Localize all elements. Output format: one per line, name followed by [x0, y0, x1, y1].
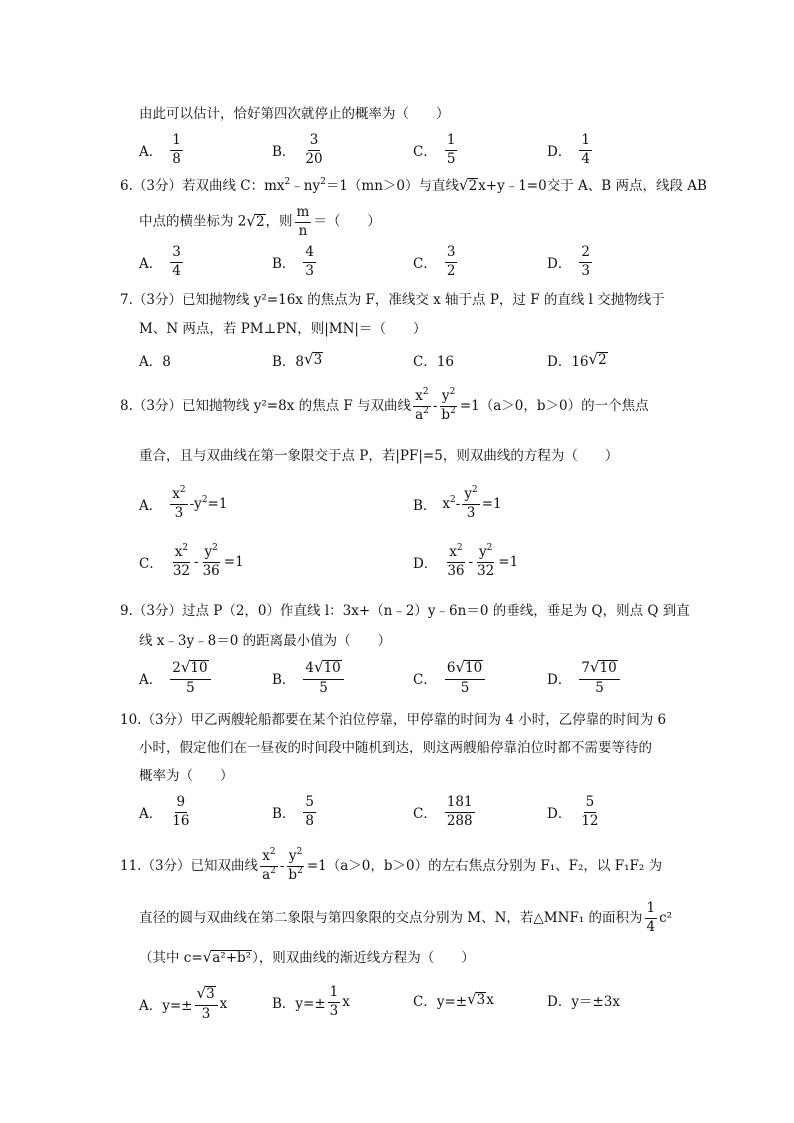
- q7-option-c: C．16: [413, 354, 455, 370]
- q10-stem-line1: 10.（3分）甲乙两艘轮船都要在某个泊位停靠，甲停靠的时间为 4 小时，乙停靠的时间为 6: [120, 712, 667, 728]
- q7-option-d: D．16 √ 2: [547, 349, 607, 370]
- q11-stem-line3: （其中 c= √ a²+b² ），则双曲线的渐近线方程为（ ）: [139, 947, 475, 966]
- q9-option-b: B． 4 √ 10 5: [272, 660, 346, 695]
- q11-stem-line2: 直径的圆与双曲线在第二象限与第四象限的交点分别为 M、N，若△MNF₁ 的面积为 $\frac{1}{4}$ c²: [139, 900, 673, 935]
- q5-option-c: C． $\frac{1}{5}$: [413, 132, 456, 167]
- q11-stem-line1: 11.（3分）已知双曲线 $\frac{x^2}{a^2}$ - $\frac{y^2}{b^2}$ =1（a＞0，b＞0）的左右焦点分别为 F₁、F₂，以 F₁F₂ 为: [120, 847, 663, 883]
- q9-stem-line1: 9.（3分）过点 P（2，0）作直线 l：3x+（n﹣2）y﹣6n＝0 的垂线，垂足为 Q，则点 Q 到直: [120, 603, 690, 619]
- q11-option-a: A．y=± √ 3 3 x: [139, 984, 228, 1022]
- q10-stem-line2: 小时，假定他们在一昼夜的时间段中随机到达，则这两艘船停靠泊位时都不需要等待的: [139, 740, 652, 756]
- q6-option-d: D． $\frac{2}{3}$: [547, 244, 590, 279]
- q7-option-a: A．8: [139, 354, 171, 370]
- q8-option-d: D． $\frac{x^2}{36}$ - $\frac{y^2}{32}$ =1: [413, 543, 519, 579]
- q6-option-a: A． $\frac{3}{4}$: [139, 244, 181, 279]
- q11-option-c: C．y=± √ 3 x: [413, 989, 494, 1010]
- q10-option-c: C． $\frac{181}{288}$: [413, 794, 473, 829]
- q6-stem-line2: 中点的横坐标为 2 √ 2 ，则 $\frac{m}{n}$ ＝（ ）: [139, 204, 381, 239]
- q10-option-d: D． $\frac{5}{12}$: [547, 794, 599, 829]
- q7-stem-line1: 7.（3分）已知抛物线 y²=16x 的焦点为 F，准线交 x 轴于点 P，过 F 的直线 l 交抛物线于: [120, 292, 665, 308]
- q7-option-b: B．8 √ 3: [272, 349, 323, 370]
- q11-option-d: D．y＝±3x: [547, 994, 620, 1010]
- q9-stem-line2: 线 x﹣3y﹣8＝0 的距离最小值为（ ）: [139, 633, 392, 649]
- q7-stem-line2: M、N 两点，若 PM⊥PN，则|MN|＝（ ）: [139, 321, 427, 337]
- q10-option-b: B． $\frac{5}{8}$: [272, 794, 315, 829]
- q11-option-b: B．y=± $\frac{1}{3}$ x: [272, 984, 350, 1019]
- q9-option-c: C． 6 √ 10 5: [413, 660, 487, 695]
- q8-option-a: A． $\frac{x^2}{3}$ $-y^2=1$: [139, 485, 228, 521]
- q10-option-a: A． $\frac{9}{16}$: [139, 794, 190, 829]
- intro-text: 由此可以估计，恰好第四次就停止的概率为（ ）: [139, 106, 450, 122]
- q6-stem-line1: 6.（3分）若双曲线 C：$mx^2﹣ny^2=1(mn>0)$与直线 √ 2 x+y﹣1=0交于 A、B 两点，线段 AB: [120, 176, 707, 195]
- q9-option-d: D． 7 √ 10 5: [547, 660, 622, 695]
- q8-stem-line1: 8.（3分）已知抛物线 y²=8x 的焦点 F 与双曲线 $\frac{x^2}{a^2}$ - $\frac{y^2}{b^2}$ =1（a＞0，b＞0）的一个焦点: [120, 387, 649, 423]
- q10-stem-line3: 概率为（ ）: [139, 768, 234, 784]
- q5-option-d: D． $\frac{1}{4}$: [547, 132, 590, 167]
- q8-option-b: B． $x^2-$ $\frac{y^2}{3}$ =1: [413, 485, 502, 521]
- q5-option-b: B． $\frac{3}{20}$: [272, 132, 323, 167]
- q8-stem-line2: 重合，且与双曲线在第一象限交于点 P，若|PF|=5，则双曲线的方程为（ ）: [139, 448, 619, 464]
- q5-option-a: A． $\frac{1}{8}$: [139, 132, 181, 167]
- q6-option-c: C． $\frac{3}{2}$: [413, 244, 456, 279]
- q8-option-c: C． $\frac{x^2}{32}$ - $\frac{y^2}{36}$ =1: [139, 543, 244, 579]
- q9-option-a: A． 2 √ 10 5: [139, 660, 213, 695]
- q6-option-b: B． $\frac{4}{3}$: [272, 244, 315, 279]
